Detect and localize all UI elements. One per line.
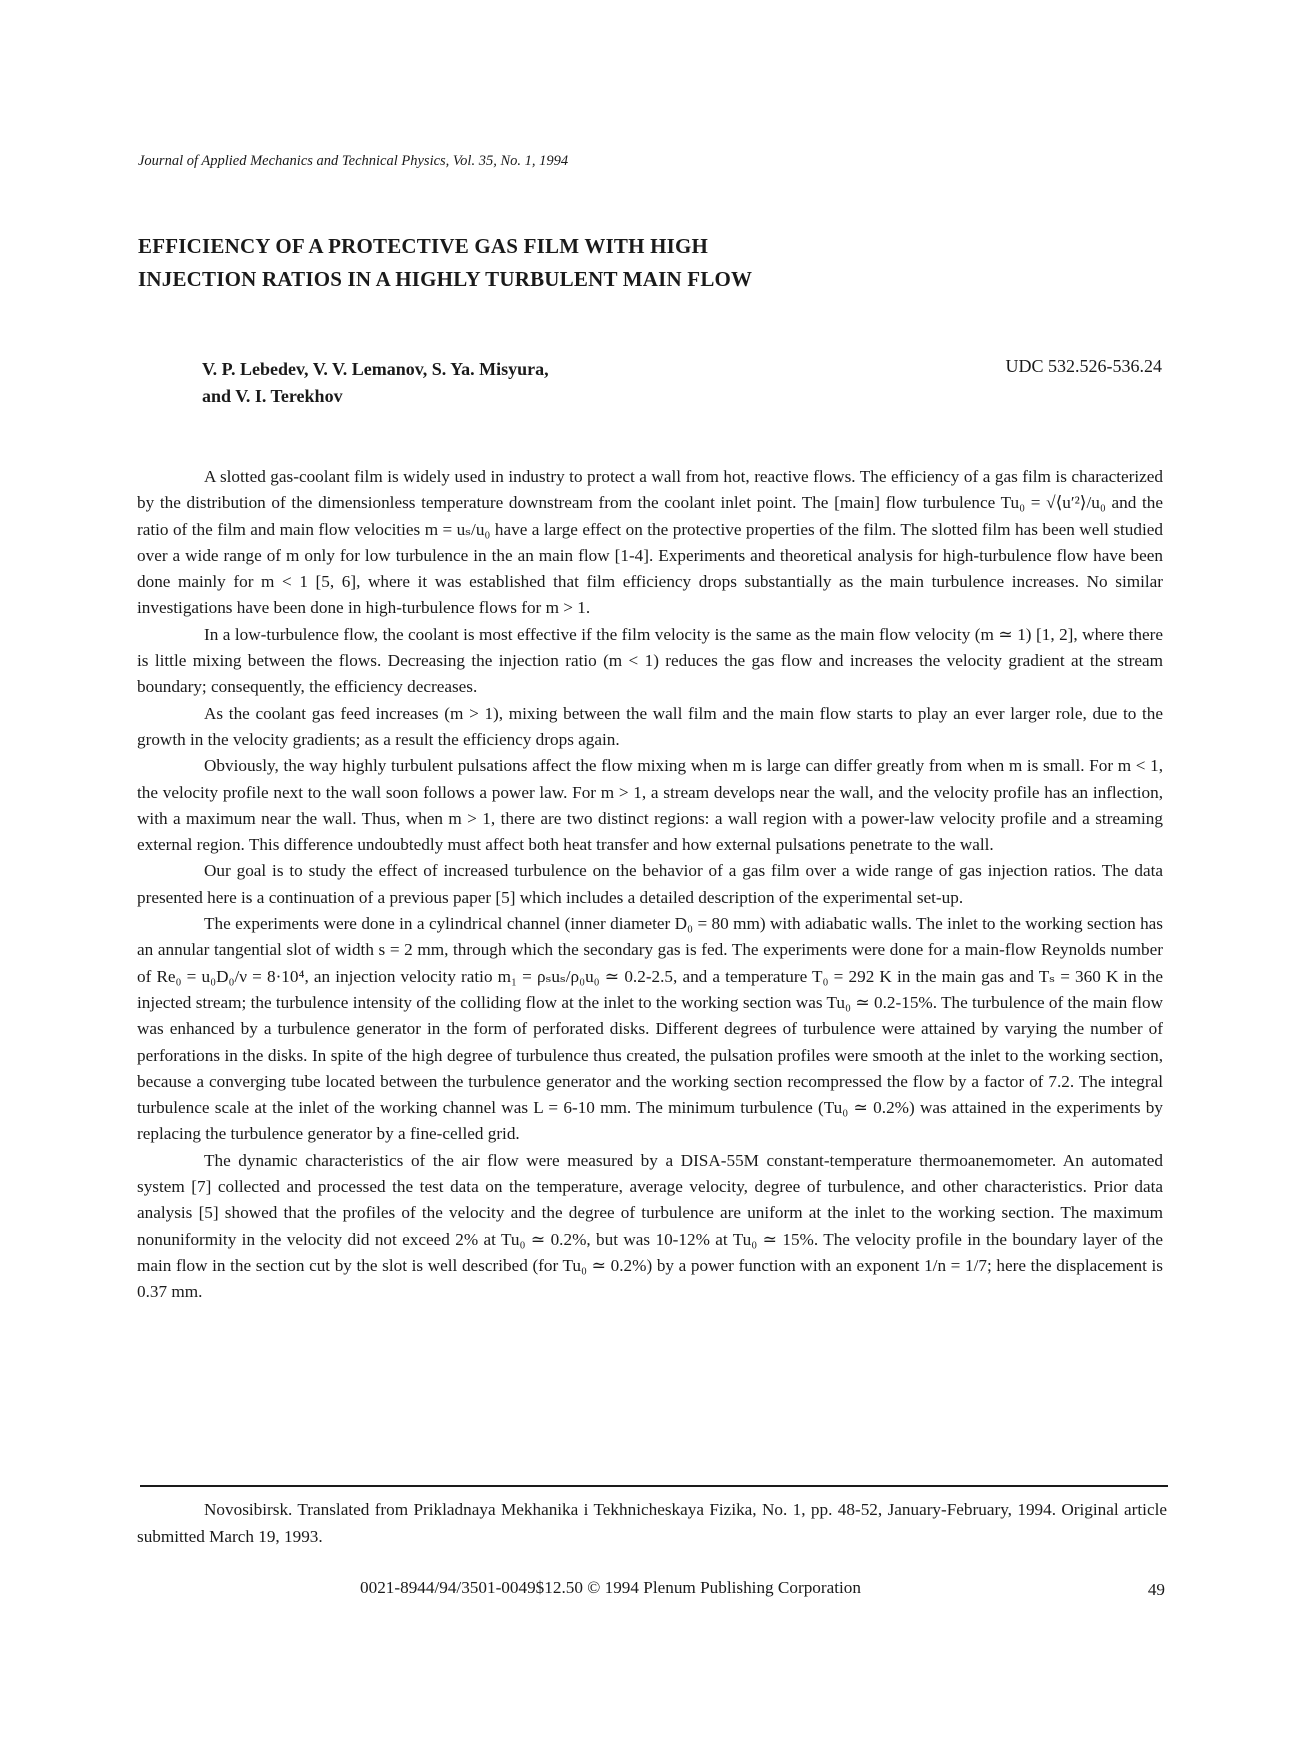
- paragraph: A slotted gas-coolant film is widely used in industry to protect a wall from hot, reactive flows. The efficiency of a gas film is characterized by the distribution of the dimensionless temperature downstream from the coolant inlet point. The [main] flow turbulence Tu₀ = √⟨u′²⟩/u₀ and the ratio of the film and main flow velocities m = uₛ/u₀ have a large effect on the protective properties of the film. The slotted film has been well studied over a wide range of m only for low turbulence in the an main flow [1-4]. Experiments and theoretical analysis for high-turbulence flow have been done mainly for m < 1 [5, 6], where it was established that film efficiency drops substantially as the main turbulence increases. No similar investigations have been done in high-turbulence flows for m > 1.: [137, 467, 1163, 618]
- copyright-line: 0021-8944/94/3501-0049$12.50 © 1994 Plenum Publishing Corporation: [360, 1578, 861, 1597]
- paragraph: In a low-turbulence flow, the coolant is most effective if the film velocity is the same as the main flow velocity (m ≃ 1) [1, 2], where there is little mixing between the flows. Decreasing the injection ratio (m < 1) reduces the gas flow and increases the velocity gradient at the stream boundary; consequently, the efficiency decreases.: [137, 624, 1163, 697]
- page-number: 49: [1147, 1580, 1165, 1599]
- udc-code: UDC 532.526-536.24: [1005, 356, 1162, 376]
- title-line-2: INJECTION RATIOS IN A HIGHLY TURBULENT MAIN FLOW: [138, 267, 753, 291]
- authors: [202, 356, 549, 410]
- authors-line-2: and V. I. Terekhov: [202, 386, 343, 406]
- paragraph: Obviously, the way highly turbulent pulsations affect the flow mixing when m is large can differ greatly from when m is small. For m < 1, the velocity profile next to the wall soon follows a power law. For m > 1, a stream develops near the wall, and the velocity profile has an inflection, with a maximum near the wall. Thus, when m > 1, there are two distinct regions: a wall region with a power-law velocity profile and a streaming external region. This difference undoubtedly must affect both heat transfer and how external pulsations penetrate to the wall.: [137, 756, 1163, 855]
- journal-citation: Journal of Applied Mechanics and Technical Physics, Vol. 35, No. 1, 1994: [138, 153, 569, 169]
- paragraph: As the coolant gas feed increases (m > 1), mixing between the wall film and the main flow starts to play an ever larger role, due to the growth in the velocity gradients; as a result the efficiency drops again.: [137, 703, 1163, 749]
- paragraph: The dynamic characteristics of the air flow were measured by a DISA-55M constant-temperature thermoanemometer. An automated system [7] collected and processed the test data on the temperature, average velocity, degree of turbulence, and other characteristics. Prior data analysis [5] showed that the profiles of the velocity and the degree of turbulence are uniform at the inlet to the working section. The maximum nonuniformity in the velocity did not exceed 2% at Tu₀ ≃ 0.2%, but was 10-12% at Tu₀ ≃ 15%. The velocity profile in the boundary layer of the main flow in the section cut by the slot is well described (for Tu₀ ≃ 0.2%) by a power function with an exponent 1/n = 1/7; here the displacement is 0.37 mm.: [137, 1150, 1163, 1302]
- article-body: [137, 464, 1163, 1306]
- paragraph: Our goal is to study the effect of increased turbulence on the behavior of a gas film over a wide range of gas injection ratios. The data presented here is a continuation of a previous paper [5] which includes a detailed description of the experimental set-up.: [137, 861, 1163, 907]
- paper-title: [138, 230, 1038, 296]
- footnote: Novosibirsk. Translated from Prikladnaya Mekhanika i Tekhnicheskaya Fizika, No. 1, pp. 48-52, January-February, 1994. Original article submitted March 19, 1993.: [137, 1500, 1167, 1546]
- authors-line-1: V. P. Lebedev, V. V. Lemanov, S. Ya. Misyura,: [202, 359, 549, 379]
- paragraph: The experiments were done in a cylindrical channel (inner diameter D₀ = 80 mm) with adiabatic walls. The inlet to the working section has an annular tangential slot of width s = 2 mm, through which the secondary gas is fed. The experiments were done for a main-flow Reynolds number of Re₀ = u₀D₀/ν = 8·10⁴, an injection velocity ratio m₁ = ρₛuₛ/ρ₀u₀ ≃ 0.2-2.5, and a temperature T₀ = 292 K in the main gas and Tₛ = 360 K in the injected stream; the turbulence intensity of the colliding flow at the inlet to the working section was Tu₀ ≃ 0.2-15%. The turbulence of the main flow was enhanced by a turbulence generator in the form of perforated disks. Different degrees of turbulence were attained by varying the number of perforations in the disks. In spite of the high degree of turbulence thus created, the pulsation profiles were smooth at the inlet to the working section, because a converging tube located between the turbulence generator and the working section recompressed the flow by a factor of 7.2. The integral turbulence scale at the inlet of the working channel was L = 6-10 mm. The minimum turbulence (Tu₀ ≃ 0.2%) was attained in the experiments by replacing the turbulence generator by a fine-celled grid.: [137, 914, 1163, 1144]
- footnote-divider: [140, 1485, 1168, 1487]
- title-line-1: EFFICIENCY OF A PROTECTIVE GAS FILM WITH HIGH: [138, 234, 709, 258]
